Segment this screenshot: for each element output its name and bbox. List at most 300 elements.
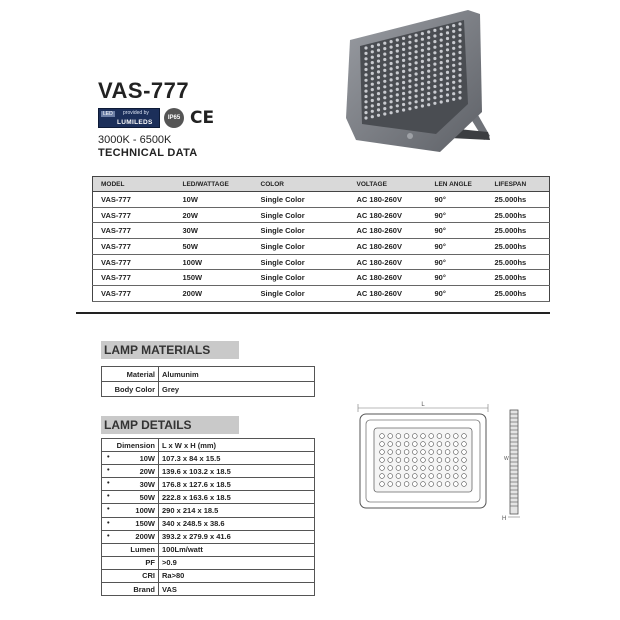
led-dot (383, 96, 386, 99)
led-dot (452, 64, 455, 67)
spec-table-header-row (93, 177, 550, 192)
led-dot (429, 474, 434, 479)
cell-model: VAS-777 (93, 192, 179, 208)
led-dot (440, 39, 443, 42)
led-dot (364, 106, 367, 109)
led-dot (388, 458, 393, 463)
led-dot (440, 84, 443, 87)
led-dot (412, 450, 417, 455)
led-dot (421, 71, 424, 74)
led-dot (402, 70, 405, 73)
cell-color: Single Color (257, 286, 353, 302)
led-dot (433, 63, 436, 66)
led-dot (402, 75, 405, 78)
brand-key: Brand (133, 584, 155, 594)
led-dot (377, 87, 380, 90)
led-dot (445, 450, 450, 455)
cell-color: Single Color (257, 254, 353, 270)
led-dot (427, 58, 430, 61)
led-dot (383, 58, 386, 61)
lamp-materials-table (101, 366, 315, 397)
length-label: L (421, 402, 425, 408)
led-dot (390, 56, 393, 59)
led-dot (396, 99, 399, 102)
led-dot (453, 482, 458, 487)
column-header-color: COLOR (257, 177, 353, 192)
bullet: • (107, 452, 110, 462)
table-row (102, 530, 315, 543)
led-dot (440, 27, 443, 30)
led-dot (383, 47, 386, 50)
led-dot (433, 91, 436, 94)
led-dot (446, 60, 449, 63)
led-dot (437, 442, 442, 447)
led-dot (437, 474, 442, 479)
led-dot (402, 48, 405, 51)
led-dot (390, 111, 393, 114)
led-dot (404, 442, 409, 447)
led-dot (446, 82, 449, 85)
led-dot (433, 74, 436, 77)
led-dot (396, 434, 401, 439)
table-row (93, 270, 550, 286)
led-dot (404, 434, 409, 439)
led-dot (458, 51, 461, 54)
led-dot (412, 482, 417, 487)
lumen-value: 100Lm/watt (159, 543, 315, 556)
table-row (102, 504, 315, 517)
led-dot (396, 38, 399, 41)
led-dot (380, 458, 385, 463)
lumileds-logo (98, 108, 160, 128)
cell-len-angle: 90° (431, 239, 491, 255)
led-dot (412, 458, 417, 463)
led-dot (462, 458, 467, 463)
pf-key: PF (145, 558, 155, 568)
cell-voltage: AC 180-260V (353, 254, 431, 270)
material-label: Material (102, 367, 159, 382)
led-dot (390, 40, 393, 43)
led-dot (402, 92, 405, 95)
led-dot (427, 70, 430, 73)
cell-wattage: 10W (179, 192, 257, 208)
model-title: VAS-777 (98, 78, 190, 103)
led-dot (427, 92, 430, 95)
led-dot (402, 42, 405, 45)
led-dot (371, 110, 374, 113)
led-dot (364, 52, 367, 55)
led-dot (415, 106, 418, 109)
led-dot (396, 55, 399, 58)
led-dot (440, 78, 443, 81)
cri-value: Ra>80 (159, 569, 315, 582)
led-dot (380, 450, 385, 455)
cell-len-angle: 90° (431, 207, 491, 223)
spec-table (92, 176, 550, 302)
cell-color: Single Color (257, 192, 353, 208)
table-row (93, 223, 550, 239)
bullet: • (107, 478, 110, 488)
led-dot (388, 450, 393, 455)
led-dot (429, 434, 434, 439)
led-dot (437, 450, 442, 455)
led-dot (396, 66, 399, 69)
material-value: Alumunim (159, 367, 315, 382)
led-dot (408, 52, 411, 55)
led-dot (421, 93, 424, 96)
led-dot (458, 40, 461, 43)
led-dot (408, 57, 411, 60)
led-dot (371, 88, 374, 91)
led-dot (458, 74, 461, 77)
led-dot (412, 474, 417, 479)
lamp-materials-heading: LAMP MATERIALS (101, 341, 239, 359)
led-dot (364, 100, 367, 103)
led-dot (415, 56, 418, 59)
led-dot (371, 72, 374, 75)
led-dot (377, 54, 380, 57)
cell-wattage: 100W (179, 254, 257, 270)
cell-voltage: AC 180-260V (353, 239, 431, 255)
size-value: 290 x 214 x 18.5 (159, 504, 315, 517)
led-dot (388, 474, 393, 479)
led-dot (452, 35, 455, 38)
led-dot (383, 102, 386, 105)
led-dot (404, 482, 409, 487)
cell-voltage: AC 180-260V (353, 286, 431, 302)
led-dot (452, 75, 455, 78)
size-value: 139.6 x 103.2 x 18.5 (159, 465, 315, 478)
led-dot (445, 442, 450, 447)
led-dot (377, 92, 380, 95)
led-dot (396, 49, 399, 52)
led-dot (408, 63, 411, 66)
led-dot (421, 88, 424, 91)
led-dot (371, 93, 374, 96)
led-dot (396, 60, 399, 63)
led-dot (462, 466, 467, 471)
cell-color: Single Color (257, 207, 353, 223)
cell-model: VAS-777 (93, 207, 179, 223)
size-value: 107.3 x 84 x 15.5 (159, 452, 315, 465)
table-row (93, 239, 550, 255)
led-dot (408, 79, 411, 82)
cri-key: CRI (142, 571, 155, 581)
led-dot (452, 30, 455, 33)
size-value: 393.2 x 279.9 x 41.6 (159, 530, 315, 543)
cell-model: VAS-777 (93, 223, 179, 239)
led-dot (402, 53, 405, 56)
led-dot (446, 65, 449, 68)
cell-voltage: AC 180-260V (353, 223, 431, 239)
column-header-model: MODEL (93, 177, 179, 192)
led-dot (412, 434, 417, 439)
led-dot (440, 72, 443, 75)
led-dot (427, 103, 430, 106)
led-dot (458, 34, 461, 37)
table-row (102, 543, 315, 556)
led-dot (433, 51, 436, 54)
led-dot (415, 84, 418, 87)
led-dot (408, 46, 411, 49)
led-dot (380, 474, 385, 479)
led-dot (429, 482, 434, 487)
lamp-details-heading: LAMP DETAILS (101, 416, 239, 434)
led-dot (396, 82, 399, 85)
led-dot (415, 61, 418, 64)
table-row (102, 452, 315, 465)
cell-wattage: 150W (179, 270, 257, 286)
led-dot (452, 47, 455, 50)
size-label (102, 452, 159, 465)
led-dot (388, 482, 393, 487)
table-row (102, 478, 315, 491)
led-dot (421, 450, 426, 455)
dimension-label: Dimension (102, 439, 159, 452)
cell-lifespan: 25.000hs (491, 270, 550, 286)
led-dot (440, 50, 443, 53)
led-dot (364, 90, 367, 93)
pf-value: >0.9 (159, 556, 315, 569)
table-row (93, 207, 550, 223)
led-dot (446, 99, 449, 102)
body-color-value: Grey (159, 382, 315, 397)
lamp-details-table (101, 438, 315, 596)
pf-label (102, 556, 159, 569)
led-dot (383, 69, 386, 72)
table-row (102, 367, 315, 382)
size-label (102, 504, 159, 517)
lumileds-label: LUMILEDS (117, 119, 153, 126)
led-dot (415, 78, 418, 81)
led-dot (364, 111, 367, 114)
bullet: • (107, 530, 110, 540)
led-dot (408, 68, 411, 71)
cell-lifespan: 25.000hs (491, 239, 550, 255)
led-dot (421, 474, 426, 479)
led-dot (383, 91, 386, 94)
led-dot (383, 112, 386, 115)
led-dot (421, 482, 426, 487)
led-dot (427, 53, 430, 56)
cell-wattage: 200W (179, 286, 257, 302)
led-dot (421, 104, 424, 107)
led-dot (427, 81, 430, 84)
led-dot (402, 103, 405, 106)
led-dot (402, 81, 405, 84)
led-dot (402, 97, 405, 100)
led-dot (446, 48, 449, 51)
led-dot (427, 75, 430, 78)
table-row (102, 583, 315, 596)
cell-color: Single Color (257, 223, 353, 239)
provided-by-label: provided by (123, 110, 149, 116)
cell-len-angle: 90° (431, 286, 491, 302)
led-dot (458, 85, 461, 88)
led-dot (421, 458, 426, 463)
led-dot (408, 96, 411, 99)
led-dot (364, 57, 367, 60)
bullet: • (107, 504, 110, 514)
led-dot (421, 54, 424, 57)
cell-model: VAS-777 (93, 270, 179, 286)
table-row (102, 556, 315, 569)
led-dot (390, 89, 393, 92)
led-dot (437, 434, 442, 439)
table-row (102, 382, 315, 397)
height-label: H (502, 516, 507, 522)
size-key: 100W (135, 506, 155, 516)
led-dot (396, 93, 399, 96)
led-dot (458, 68, 461, 71)
led-dot (415, 72, 418, 75)
led-dot (440, 55, 443, 58)
led-dot (458, 22, 461, 25)
led-dot (408, 102, 411, 105)
floodlight-product-image (340, 8, 510, 158)
led-dot (453, 458, 458, 463)
led-dot (402, 37, 405, 40)
led-dot (371, 83, 374, 86)
led-dot (404, 450, 409, 455)
led-dot (380, 466, 385, 471)
led-dot (458, 45, 461, 48)
led-dot (458, 62, 461, 65)
led-dot (446, 88, 449, 91)
led-dot (452, 52, 455, 55)
led-dot (415, 67, 418, 70)
led-dot (377, 103, 380, 106)
led-dot (404, 458, 409, 463)
led-dot (427, 30, 430, 33)
led-dot (364, 95, 367, 98)
led-dot (415, 95, 418, 98)
table-row (93, 192, 550, 208)
led-dot (377, 81, 380, 84)
cell-len-angle: 90° (431, 254, 491, 270)
led-dot (440, 61, 443, 64)
cell-voltage: AC 180-260V (353, 207, 431, 223)
table-row (102, 517, 315, 530)
led-dot (415, 89, 418, 92)
led-dot (446, 43, 449, 46)
led-dot (421, 32, 424, 35)
led-dot (371, 45, 374, 48)
led-dot (390, 106, 393, 109)
body-color-label: Body Color (102, 382, 159, 397)
cri-label (102, 569, 159, 582)
certification-logos (98, 107, 214, 129)
led-dot (388, 434, 393, 439)
led-dot (377, 49, 380, 52)
led-dot (412, 466, 417, 471)
led-dot (371, 56, 374, 59)
size-key: 20W (139, 466, 155, 476)
led-dot (404, 474, 409, 479)
brand-value: VAS (159, 583, 315, 596)
led-dot (396, 104, 399, 107)
led-dot (453, 434, 458, 439)
led-dot (445, 474, 450, 479)
size-value: 340 x 248.5 x 38.6 (159, 517, 315, 530)
size-key: 150W (135, 519, 155, 529)
led-dot (408, 91, 411, 94)
cell-lifespan: 25.000hs (491, 207, 550, 223)
led-dot (396, 77, 399, 80)
led-dot (433, 57, 436, 60)
led-dot (427, 64, 430, 67)
led-dot (415, 45, 418, 48)
column-header-lifespan: LIFESPAN (491, 177, 550, 192)
cell-lifespan: 25.000hs (491, 286, 550, 302)
led-dot (427, 36, 430, 39)
dimension-drawing (352, 398, 532, 523)
led-dot (440, 100, 443, 103)
led-dot (421, 43, 424, 46)
lumen-key: Lumen (130, 545, 155, 555)
cell-len-angle: 90° (431, 223, 491, 239)
led-dot (390, 51, 393, 54)
led-dot (421, 434, 426, 439)
led-dot (371, 99, 374, 102)
led-dot (433, 102, 436, 105)
technical-data-heading: TECHNICAL DATA (98, 147, 198, 159)
led-dot (377, 98, 380, 101)
led-dot (364, 79, 367, 82)
led-dot (377, 108, 380, 111)
column-header-len-angle: LEN ANGLE (431, 177, 491, 192)
led-dot (429, 450, 434, 455)
led-dot (452, 24, 455, 27)
led-dot (364, 84, 367, 87)
led-dot (364, 68, 367, 71)
led-dot (446, 71, 449, 74)
led-dot (421, 77, 424, 80)
led-dot (421, 466, 426, 471)
led-dot (453, 450, 458, 455)
led-dot (364, 73, 367, 76)
led-dot (383, 63, 386, 66)
led-dot (396, 110, 399, 113)
led-dot (408, 107, 411, 110)
led-dot (445, 458, 450, 463)
led-dot (440, 95, 443, 98)
bullet: • (107, 465, 110, 475)
led-dot (462, 474, 467, 479)
led-dot (458, 79, 461, 82)
led-dot (383, 74, 386, 77)
led-dot (415, 34, 418, 37)
cell-wattage: 20W (179, 207, 257, 223)
cell-len-angle: 90° (431, 270, 491, 286)
table-row (102, 439, 315, 452)
led-dot (445, 482, 450, 487)
led-dot (421, 82, 424, 85)
cell-wattage: 30W (179, 223, 257, 239)
led-dot (408, 35, 411, 38)
led-dot (421, 60, 424, 63)
led-dot (396, 474, 401, 479)
cell-color: Single Color (257, 239, 353, 255)
led-dot (383, 107, 386, 110)
led-dot (446, 31, 449, 34)
led-dot (440, 67, 443, 70)
cell-color: Single Color (257, 270, 353, 286)
led-dot (396, 442, 401, 447)
led-dot (458, 96, 461, 99)
led-dot (458, 91, 461, 94)
cell-voltage: AC 180-260V (353, 192, 431, 208)
